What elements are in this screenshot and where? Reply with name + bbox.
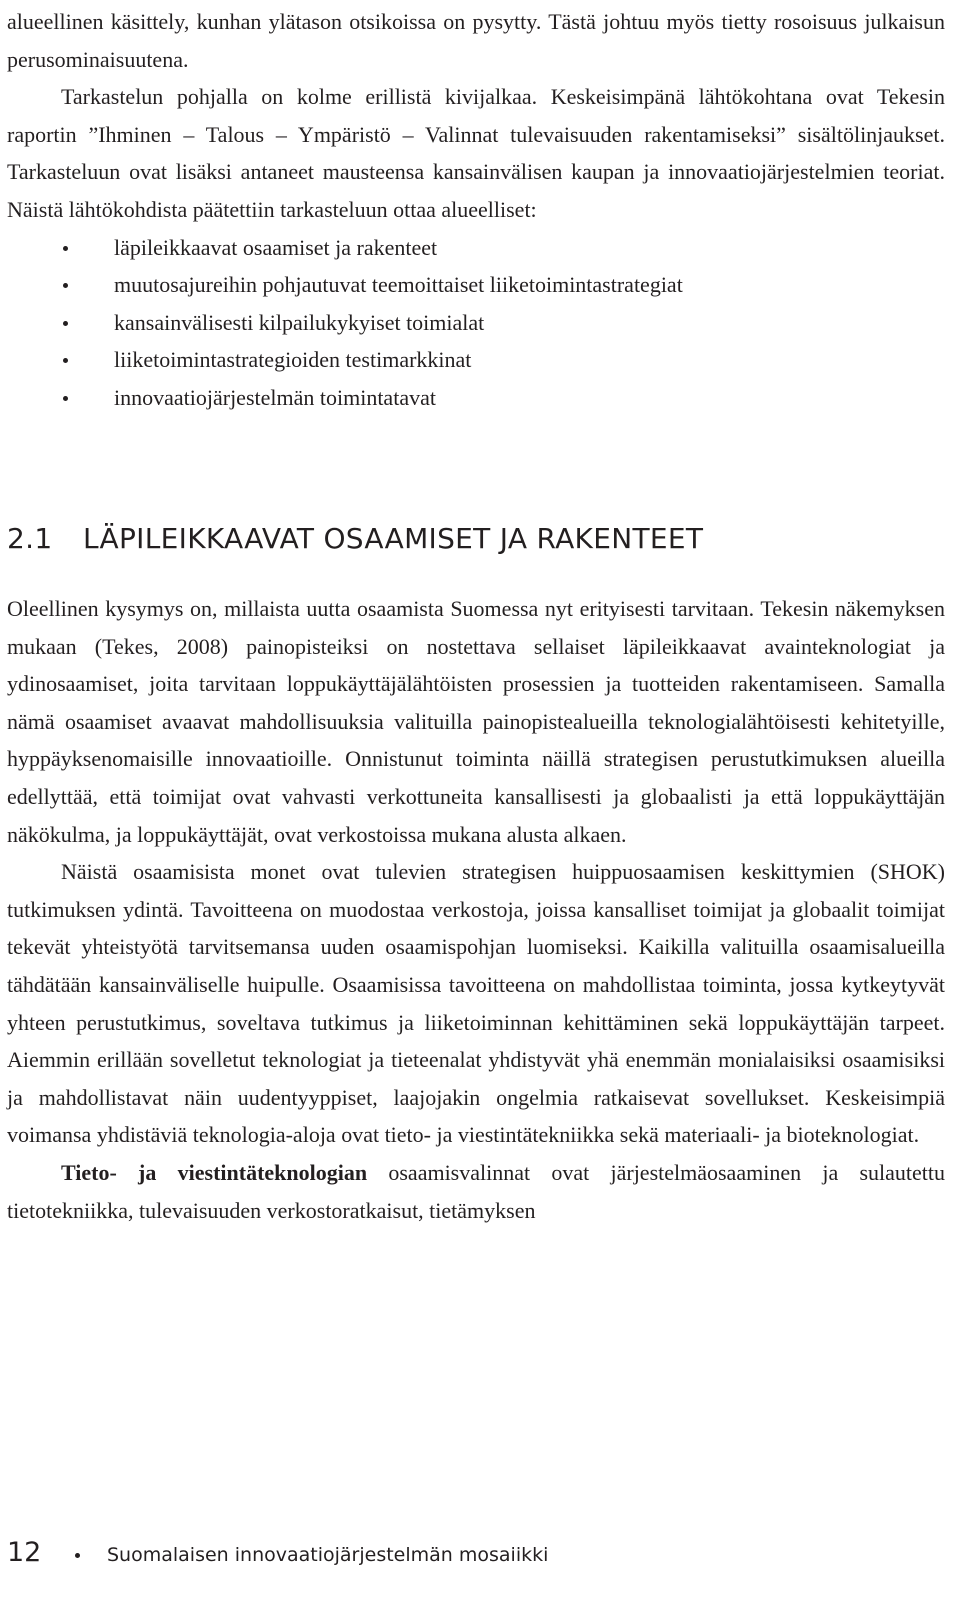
intro-paragraph: Tarkastelun pohjalla on kolme erillistä kivijalkaa. Keskeisimpänä lähtökohtana ovat Tekesin raportin ”Ihminen – Talous – Ympäristö – Valinnat tulevaisuuden rakentamiseksi” sisältölinjaukset. Tarkasteluun ovat lisäksi antaneet mausteensa kansainvälisen kaupan ja innovaatiojärjestelmien teoriat. Näistä lähtökohdista päätettiin tarkasteluun ottaa alueelliset: xyxy=(7,84,945,222)
bullet-list xyxy=(7,229,945,417)
list-item: liiketoimintastrategioiden testimarkkinat xyxy=(7,341,945,379)
list-item: kansainvälisesti kilpailukykyiset toimialat xyxy=(7,304,945,342)
bullet-icon xyxy=(63,358,68,363)
list-item: muutosajureihin pohjautuvat teemoittaiset liiketoimintastrategiat xyxy=(7,266,945,304)
body-paragraph xyxy=(7,1154,945,1229)
paragraph-text: osaamisvalinnat ovat järjestelmäosaaminen ja sulautettu tietotekniikka, tulevaisuuden verkostoratkaisut, tietämyksen xyxy=(7,1159,946,1223)
body-paragraph: Oleellinen kysymys on, millaista uutta osaamista Suomessa nyt erityisesti tarvitaan. Tekesin näkemyksen mukaan (Tekes, 2008) painopisteiksi on nostettava sellaiset läpileikkaavat avainteknologiat ja ydinosaamiset, joita tarvitaan loppukäyttäjälähtöisten prosessien ja tuotteiden rakentamiseen. Samalla nämä osaamiset avaavat mahdollisuuksia valituilla painopistealueilla teknologialähtöisesti kehitetyille, hyppäyksenomaisille innovaatioille. Onnistunut toiminta näillä strategisen perustutkimuksen alueilla edellyttää, että toimijat ovat vahvasti verkottuneita kansallisesti ja globaalisti ja että loppukäyttäjän näkökulma, ja loppukäyttäjät, ovat verkostoissa mukana alusta alkaen. xyxy=(7,596,945,847)
list-item: läpileikkaavat osaamiset ja rakenteet xyxy=(7,229,945,267)
page-number: 12 xyxy=(7,1537,42,1568)
separator-dot-icon xyxy=(75,1553,80,1558)
bullet-icon xyxy=(63,283,68,288)
body-paragraph: Näistä osaamisista monet ovat tulevien strategisen huippuosaamisen keskittymien (SHOK) tutkimuksen ydintä. Tavoitteena on muodostaa verkostoja, joissa kansalliset toimijat ja globaalit toimijat tekevät yhteistyötä tarvitsemansa uuden osaamispohjan luomiseksi. Kaikilla valituilla osaamisalueilla tähdätään kansainväliselle huipulle. Osaamisissa tavoitteena on mahdollistaa toiminta, jossa kytkeytyvät yhteen perustutkimus, soveltava tutkimus ja liiketoiminnan kehittäminen sekä loppukäyttäjän tarpeet. Aiemmin erillään sovelletut teknologiat ja tieteenalat yhdistyvät yhä enemmän monialaisiksi osaamisiksi ja mahdollistavat näin uudentyyppiset, laajojakin ongelmia ratkaisevat sovellukset. Keskeisimpiä voimansa yhdistäviä teknologia-aloja ovat tieto- ja viestintätekniikka sekä materiaali- ja bioteknologiat. xyxy=(7,859,945,1148)
section-title: LÄPILEIKKAAVAT OSAAMISET JA RAKENTEET xyxy=(83,522,704,555)
section-number: 2.1 xyxy=(7,522,53,555)
running-title: Suomalaisen innovaatiojärjestelmän mosaiikki xyxy=(107,1544,549,1566)
intro-continuation-paragraph: alueellinen käsittely, kunhan ylätason otsikoissa on pysytty. Tästä johtuu myös tietty rosoisuus julkaisun perusominaisuutena. xyxy=(7,9,945,72)
list-item: innovaatiojärjestelmän toimintatavat xyxy=(7,379,945,417)
page-footer xyxy=(7,1533,945,1573)
bullet-icon xyxy=(63,246,68,251)
section-heading xyxy=(7,519,945,559)
section-body xyxy=(7,590,945,1229)
intro-text xyxy=(7,3,945,417)
bullet-icon xyxy=(63,396,68,401)
bullet-icon xyxy=(63,321,68,326)
emphasis-term: Tieto- ja viestintäteknologian xyxy=(61,1159,368,1185)
